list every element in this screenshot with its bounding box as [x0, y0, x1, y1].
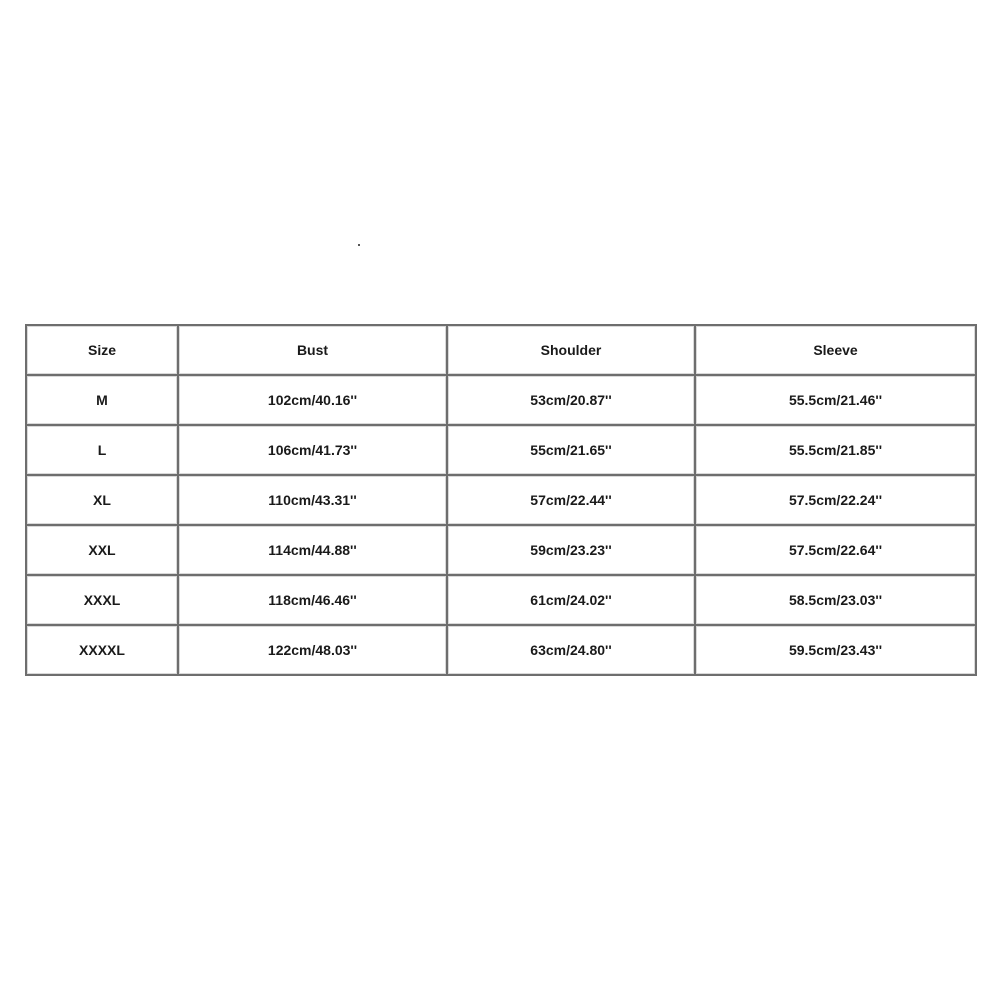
cell-shoulder: 57cm/22.44'': [447, 475, 695, 525]
cell-size: XL: [26, 475, 178, 525]
cell-bust: 114cm/44.88'': [178, 525, 447, 575]
cell-shoulder: 53cm/20.87'': [447, 375, 695, 425]
header-sleeve: Sleeve: [695, 325, 976, 375]
cell-size: M: [26, 375, 178, 425]
cell-size: XXXXL: [26, 625, 178, 675]
header-shoulder: Shoulder: [447, 325, 695, 375]
cell-sleeve: 58.5cm/23.03'': [695, 575, 976, 625]
cell-sleeve: 55.5cm/21.46'': [695, 375, 976, 425]
cell-bust: 118cm/46.46'': [178, 575, 447, 625]
table-row: [26, 425, 976, 475]
cell-shoulder: 55cm/21.65'': [447, 425, 695, 475]
table-row: [26, 525, 976, 575]
cell-bust: 122cm/48.03'': [178, 625, 447, 675]
cell-bust: 106cm/41.73'': [178, 425, 447, 475]
table-row: [26, 575, 976, 625]
table-row: [26, 375, 976, 425]
stray-dot: [358, 244, 360, 246]
cell-sleeve: 55.5cm/21.85'': [695, 425, 976, 475]
cell-sleeve: 57.5cm/22.64'': [695, 525, 976, 575]
table-row: [26, 475, 976, 525]
cell-size: XXL: [26, 525, 178, 575]
cell-shoulder: 59cm/23.23'': [447, 525, 695, 575]
cell-shoulder: 61cm/24.02'': [447, 575, 695, 625]
cell-sleeve: 57.5cm/22.24'': [695, 475, 976, 525]
size-chart-table: [25, 324, 977, 676]
cell-bust: 102cm/40.16'': [178, 375, 447, 425]
header-size: Size: [26, 325, 178, 375]
cell-size: XXXL: [26, 575, 178, 625]
cell-bust: 110cm/43.31'': [178, 475, 447, 525]
table-header-row: [26, 325, 976, 375]
header-bust: Bust: [178, 325, 447, 375]
table-row: [26, 625, 976, 675]
cell-size: L: [26, 425, 178, 475]
cell-shoulder: 63cm/24.80'': [447, 625, 695, 675]
cell-sleeve: 59.5cm/23.43'': [695, 625, 976, 675]
